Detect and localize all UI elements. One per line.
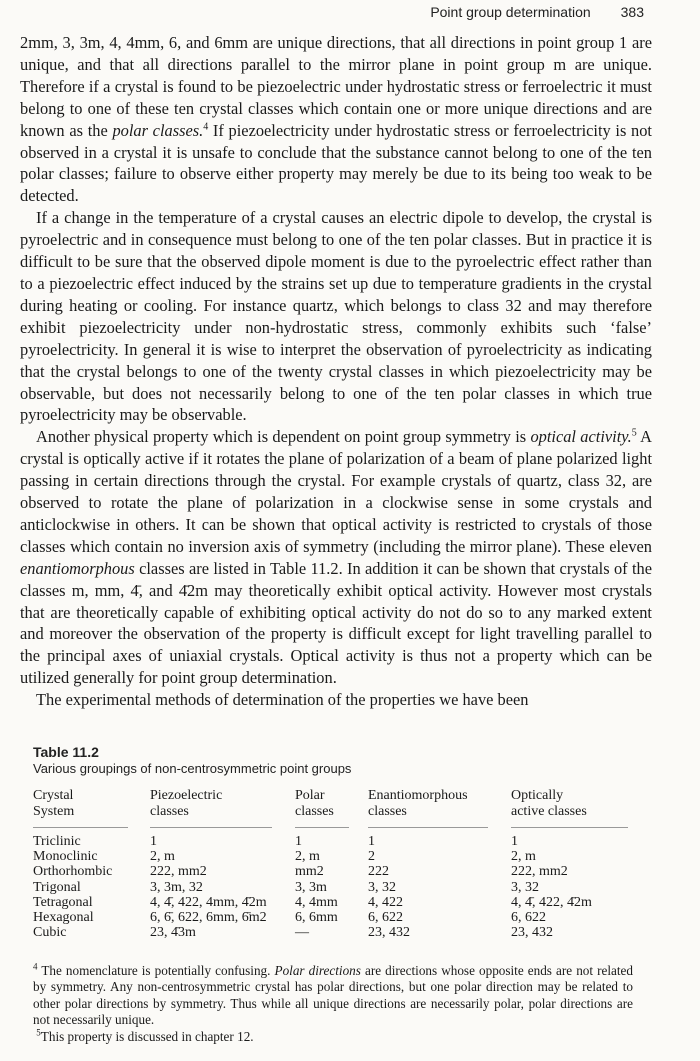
- footnotes: [33, 963, 633, 1045]
- table-cell: Cubic: [33, 925, 67, 941]
- body-text: [20, 32, 652, 711]
- column-piezoelectric: [150, 788, 267, 941]
- header-line: Optically: [511, 788, 564, 803]
- term-polar-classes: polar classes.: [112, 120, 204, 140]
- column-header: [368, 788, 468, 822]
- table-caption: [33, 744, 351, 776]
- table-cell: Triclinic: [33, 834, 81, 849]
- header-rule: [150, 827, 272, 828]
- header-line: Piezoelectric: [150, 788, 223, 803]
- column-polar: [295, 788, 338, 941]
- footnote-mark: 4: [33, 961, 38, 972]
- table-cell: 4, 4mm: [295, 894, 338, 910]
- table-cell: mm2: [295, 864, 324, 880]
- header-line: System: [33, 804, 75, 819]
- running-head-title: Point group determination: [430, 4, 591, 20]
- footnote-5: [33, 1029, 633, 1045]
- column-crystal-system: [33, 788, 113, 941]
- table-cell: Hexagonal: [33, 910, 94, 926]
- table-cell: 1: [511, 834, 518, 849]
- header-rule: [33, 827, 128, 828]
- header-line: active classes: [511, 804, 587, 819]
- paragraph-3-text-a: Another physical property which is dependent on point group symmetry is: [36, 427, 531, 447]
- paragraph-1-text-c: If piezoelectricity under hydrostatic stress or ferroelectricity is not observed in a crystal it is unsafe to conclude that the substance cannot belong to one of the ten polar classes; failure to observe either property may merely be due to its being too weak to be detected.: [20, 120, 652, 206]
- table-number: Table 11.2: [33, 744, 99, 760]
- table-cell: 6, 6mm: [295, 910, 338, 926]
- table-cell: 23, 432: [368, 925, 410, 941]
- column-header: [295, 788, 334, 822]
- header-line: classes: [295, 804, 334, 819]
- header-line: classes: [368, 804, 407, 819]
- footnote-4: [33, 963, 633, 1029]
- header-rule: [368, 827, 488, 828]
- header-line: Polar: [295, 788, 325, 803]
- table-cell: 2, m: [150, 849, 175, 865]
- table-cell: Orthorhombic: [33, 864, 113, 880]
- table-cell: 23, 432: [511, 925, 553, 941]
- footnote-ref-5: 5: [631, 427, 637, 439]
- column-optically-active: [511, 788, 592, 941]
- paragraph-1-text-a: 2mm, 3, 3m, 4, 4mm, 6, and 6mm are unique directions, that all directions in point group 1 are unique, and that all directions parallel to the mirror plane in point group m are unique. Therefore if a crystal is found to be piezoelectric under hydrostatic stress or ferroelectric it must belong to one of these ten crystal classes which contain one or more unique directions and are known as the: [20, 33, 652, 140]
- table-cell: Monoclinic: [33, 849, 98, 865]
- term-enantiomorphous: enantiomorphous: [20, 558, 135, 578]
- term-optical-activity: optical activity.: [530, 427, 632, 447]
- table-cell: 222: [368, 864, 389, 880]
- term-polar-directions: Polar directions: [274, 963, 361, 978]
- paragraph-4: The experimental methods of determination of the properties we have been: [36, 690, 529, 710]
- table-cell: 3, 32: [368, 879, 396, 895]
- table-cell: 4, 4̄, 422, 4̄2m: [511, 894, 592, 910]
- table-cell: 4, 4̄, 422, 4mm, 4̄2m: [150, 894, 267, 910]
- header-line: classes: [150, 804, 189, 819]
- header-line: Enantiomorphous: [368, 788, 468, 803]
- column-enantiomorphous: [368, 788, 468, 941]
- footnote-mark: 5: [36, 1027, 41, 1038]
- header-rule: [511, 827, 628, 828]
- table-cell: 2: [368, 849, 375, 865]
- table-cell: 2, m: [295, 849, 320, 865]
- table-cell: Tetragonal: [33, 894, 93, 910]
- page-number: 383: [620, 4, 644, 20]
- column-header: [33, 788, 74, 822]
- footnote-text: This property is discussed in chapter 12.: [40, 1028, 254, 1044]
- table-cell: 2, m: [511, 849, 536, 865]
- paragraph-2: If a change in the temperature of a crystal causes an electric dipole to develop, the crystal is pyroelectric and in consequence must belong to one of the ten polar classes. But in practice it is difficult to be sure that the observed dipole moment is due to the pyroelectric effect rather than to a piezoelectric effect induced by the strains set up due to temperature gradients in the crystal during heating or cooling. For instance quartz, which belongs to class 32 and may therefore exhibit piezoelectricity under non-hydrostatic stress, commonly exhibits such ‘false’ pyroelectricity. In general it is wise to interpret the observation of pyroelectricity as indicating that the crystal belongs to one of the twenty crystal classes in which piezoelectricity may be observable, but does not necessarily belong to one of the ten polar classes in which true pyroelectricity may be observable.: [20, 208, 652, 425]
- table-cell: —: [295, 925, 309, 941]
- footnote-text: are directions whose opposite ends are not related by symmetry. Any non-centrosymmetric crystal has polar directions, but one polar direction may be related to other polar directions by symmetry. Thus while all unique directions are necessarily polar, polar directions are not necessarily unique.: [33, 963, 633, 1028]
- column-header: [511, 788, 587, 822]
- table-cell: 1: [368, 834, 375, 849]
- running-head: [0, 4, 644, 20]
- table-cell: 6, 622: [511, 910, 546, 926]
- table-title: Various groupings of non-centrosymmetric point groups: [33, 761, 352, 776]
- table-cell: 222, mm2: [511, 864, 568, 880]
- footnote-text: The nomenclature is potentially confusing.: [37, 963, 275, 978]
- paragraph-3-text-e: classes are listed in Table 11.2. In addition it can be shown that crystals of the classes m, mm, 4̄, and 4̄2m may theoretically exhibit optical activity. However most crystals that are theoretically capable of exhibiting optical activity do not do so to any marked extent and moreover the observation of the property is difficult except for light travelling parallel to the principal axes of uniaxial crystals. Optical activity is thus not a property which can be utilized generally for point group determination.: [20, 558, 652, 688]
- header-rule: [295, 827, 349, 828]
- table-cell: 23, 4̄3m: [150, 925, 196, 941]
- column-header: [150, 788, 222, 822]
- table-cell: 222, mm2: [150, 864, 207, 880]
- table-cell: 3, 32: [511, 879, 539, 895]
- table-cell: 6, 622: [368, 910, 403, 926]
- paragraph-3: [20, 426, 652, 689]
- table-cell: Trigonal: [33, 879, 81, 895]
- table-cell: 3, 3m, 32: [150, 879, 203, 895]
- paragraph-3-text-c: A crystal is optically active if it rotates the plane of polarization of a beam of plane polarized light passing in certain directions through the crystal. For example crystals of quartz, class 32, are observed to rotate the plane of polarization in a clockwise sense in some crystals and anticlockwise in others. It can be shown that optical activity is restricted to crystals of those classes which contain no inversion axis of symmetry (including the mirror plane). These eleven: [20, 427, 652, 556]
- paragraph-1: [20, 32, 652, 207]
- table-cell: 6, 6̄, 622, 6mm, 6̄m2: [150, 910, 267, 926]
- footnote-ref-4: 4: [203, 121, 209, 133]
- header-line: Crystal: [33, 788, 74, 803]
- table-cell: 3, 3m: [295, 879, 327, 895]
- table-cell: 1: [295, 834, 302, 849]
- table-cell: 4, 422: [368, 894, 403, 910]
- table-cell: 1: [150, 834, 157, 849]
